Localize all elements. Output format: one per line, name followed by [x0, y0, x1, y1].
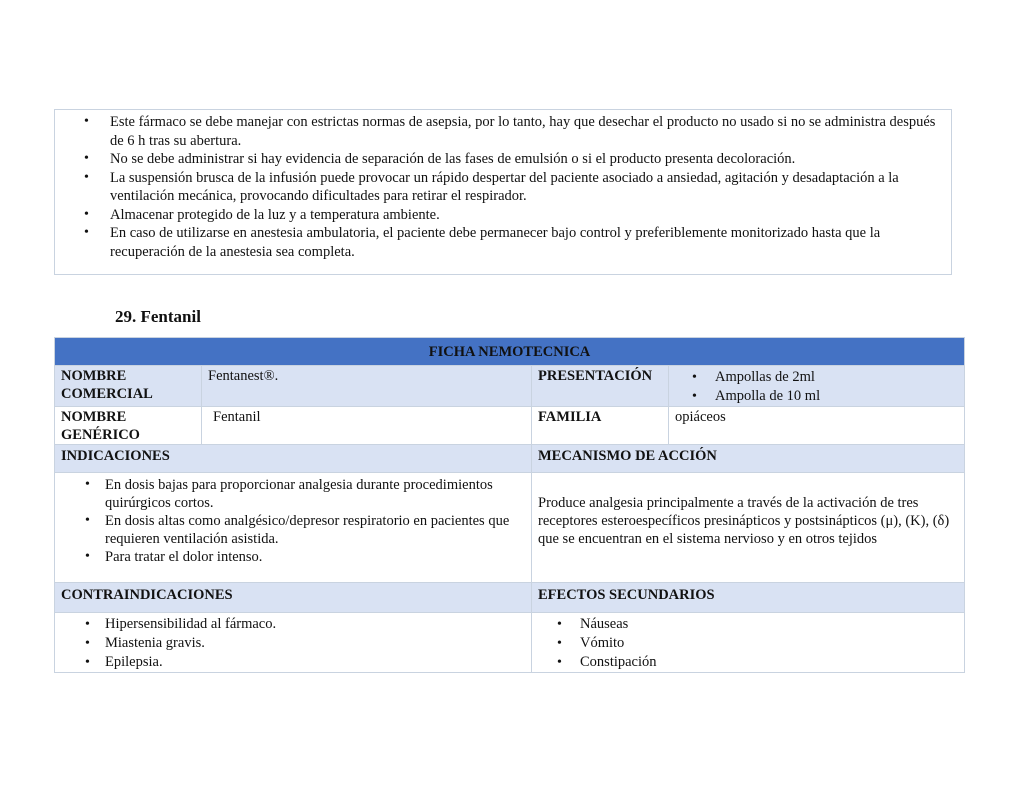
- efectos-cell: [532, 613, 965, 673]
- ficha-header: FICHA NEMOTECNICA: [55, 338, 965, 366]
- efectos-label: EFECTOS SECUNDARIOS: [532, 583, 965, 613]
- list-item: • Vómito: [532, 634, 964, 653]
- indicaciones-cell: [55, 473, 532, 583]
- list-item: • Ampollas de 2ml: [669, 368, 964, 387]
- list-item: • Para tratar el dolor intenso.: [79, 548, 525, 566]
- familia-label: FAMILIA: [532, 407, 669, 445]
- nombre-generico-label: NOMBRE GENÉRICO: [55, 407, 202, 445]
- list-item: • En caso de utilizarse en anestesia ambulatoria, el paciente debe permanecer bajo control y preferiblemente monitorizado hasta que la recuperación de la anestesia sea completa.: [83, 224, 943, 261]
- contraindicaciones-label: CONTRAINDICACIONES: [55, 583, 532, 613]
- section-title: 29. Fentanil: [115, 307, 201, 326]
- list-item: • Náuseas: [532, 615, 964, 634]
- list-item: • Hipersensibilidad al fármaco.: [79, 615, 525, 634]
- ficha-table: [54, 337, 965, 673]
- mecanismo-value: Produce analgesia principalmente a través de la activación de tres receptores esteroespecíficos presinápticos y postsinápticos (μ), (K), (δ) que se encuentran en el sistema nervioso y en otros tejidos: [532, 473, 965, 583]
- mecanismo-label: MECANISMO DE ACCIÓN: [532, 445, 965, 473]
- list-item: • Almacenar protegido de la luz y a temperatura ambiente.: [83, 206, 943, 225]
- list-item: • En dosis altas como analgésico/depresor respiratorio en pacientes que requieren ventilación asistida.: [79, 512, 525, 548]
- nombre-comercial-label: NOMBRE COMERCIAL: [55, 366, 202, 407]
- familia-value: opiáceos: [669, 407, 965, 445]
- list-item: • No se debe administrar si hay evidencia de separación de las fases de emulsión o si el producto presenta decoloración.: [83, 150, 943, 169]
- list-item: • Epilepsia.: [79, 653, 525, 672]
- notes-list: [83, 113, 943, 261]
- list-item: • Este fármaco se debe manejar con estrictas normas de asepsia, por lo tanto, hay que desechar el producto no usado si no se administra después de 6 h tras su abertura.: [83, 113, 943, 150]
- indicaciones-label: INDICACIONES: [55, 445, 532, 473]
- nombre-generico-value: Fentanil: [202, 407, 532, 445]
- list-item: • Miastenia gravis.: [79, 634, 525, 653]
- list-item: • Constipación: [532, 653, 964, 672]
- notes-box: [54, 109, 952, 275]
- nombre-comercial-value: Fentanest®.: [202, 366, 532, 407]
- presentacion-label: PRESENTACIÓN: [532, 366, 669, 407]
- list-item: • Ampolla de 10 ml: [669, 387, 964, 406]
- contraindicaciones-cell: [55, 613, 532, 673]
- list-item: • La suspensión brusca de la infusión puede provocar un rápido despertar del paciente asociado a ansiedad, agitación y desadaptación a la ventilación mecánica, provocando dificultades para retirar el respirador.: [83, 169, 943, 206]
- list-item: • En dosis bajas para proporcionar analgesia durante procedimientos quirúrgicos cortos.: [79, 476, 525, 512]
- presentacion-cell: [669, 366, 965, 407]
